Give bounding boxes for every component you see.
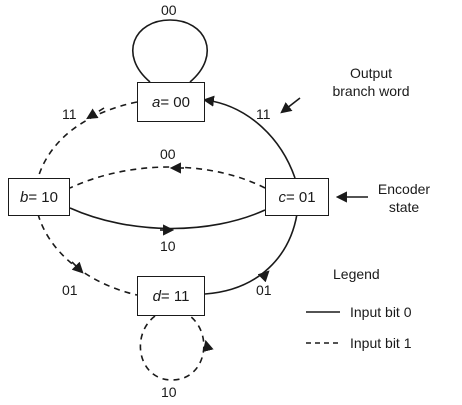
label-a-to-b: 11 — [62, 106, 77, 122]
output-branch-word-annotation: Output branch word — [332, 65, 410, 99]
label-d-to-c: 01 — [256, 282, 272, 298]
label-a-self: 00 — [161, 2, 177, 18]
legend-solid-label: Input bit 0 — [350, 304, 412, 320]
label-b-to-c: 10 — [160, 238, 176, 254]
state-a: a = 00 — [137, 82, 205, 122]
output-pointer-arrow — [282, 98, 300, 112]
label-b-to-d: 01 — [62, 282, 78, 298]
state-b: b = 10 — [8, 178, 70, 216]
label-d-self: 10 — [161, 384, 177, 400]
edge-b-to-c — [70, 208, 265, 229]
edge-d-to-c — [205, 214, 297, 294]
edge-b-to-d — [38, 214, 137, 295]
label-c-to-b: 00 — [160, 146, 176, 162]
edge-c-to-b — [70, 167, 265, 188]
state-d: d = 11 — [137, 276, 205, 316]
edge-d-self — [140, 316, 203, 380]
edge-c-to-a — [205, 100, 295, 178]
legend-title: Legend — [333, 266, 380, 282]
edge-a-to-b — [38, 102, 137, 178]
legend-dashed-label: Input bit 1 — [350, 335, 412, 351]
encoder-state-annotation: Encoder state — [377, 181, 431, 215]
state-c: c = 01 — [265, 178, 329, 216]
edge-a-self — [133, 20, 207, 82]
label-c-to-a: 11 — [256, 106, 271, 122]
